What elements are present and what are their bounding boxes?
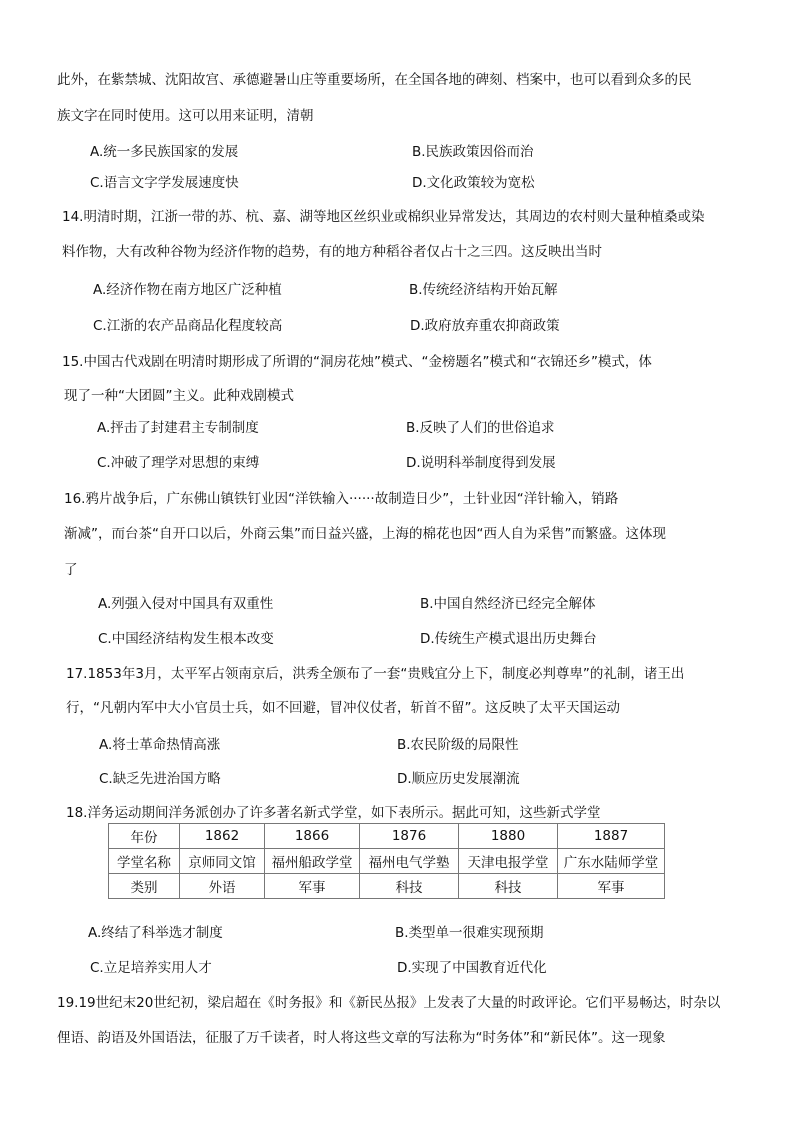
q13-option-a: A.统一多民族国家的发展 [90, 144, 239, 160]
q15-option-c: C.冲破了理学对思想的束缚 [97, 455, 260, 471]
table-header-category: 类别 [109, 874, 180, 899]
q17-option-b: B.农民阶级的局限性 [397, 737, 519, 753]
table-cell: 1887 [558, 824, 665, 849]
q15-option-b: B.反映了人们的世俗追求 [406, 420, 555, 436]
q17-text-line-1: 17.1853年3月，太平军占领南京后，洪秀全颁布了一套“贵贱宜分上下，制度必判尊卑”的礼制，诸王出 [66, 666, 685, 682]
q19-text-line-2: 俚语、韵语及外国语法，征服了万千读者，时人将这些文章的写法称为“时务体”和“新民体”。这一现象 [57, 1030, 666, 1046]
q13-text-line-2: 族文字在同时使用。这可以用来证明，清朝 [57, 108, 314, 124]
q14-option-a: A.经济作物在南方地区广泛种植 [93, 282, 282, 298]
q16-option-c: C.中国经济结构发生根本改变 [98, 631, 274, 647]
table-cell: 科技 [459, 874, 558, 899]
schools-table [108, 823, 665, 899]
q18-option-a: A.终结了科举选才制度 [88, 925, 223, 941]
q14-text-line-2: 料作物，大有改种谷物为经济作物的趋势，有的地方种稻谷者仅占十之三四。这反映出当时 [62, 244, 602, 260]
q14-text-line-1: 14.明清时期，江浙一带的苏、杭、嘉、湖等地区丝织业或棉织业异常发达，其周边的农村则大量种植桑或染 [62, 209, 705, 225]
table-header-year: 年份 [109, 824, 180, 849]
table-cell: 科技 [360, 874, 459, 899]
q13-option-c: C.语言文字学发展速度快 [90, 175, 239, 191]
q17-option-d: D.顺应历史发展潮流 [397, 771, 520, 787]
table-cell: 1866 [265, 824, 360, 849]
table-row [109, 824, 665, 849]
q17-option-c: C.缺乏先进治国方略 [99, 771, 221, 787]
q13-option-d: D.文化政策较为宽松 [412, 175, 535, 191]
table-cell: 广东水陆师学堂 [558, 849, 665, 874]
q16-option-a: A.列强入侵对中国具有双重性 [98, 596, 274, 612]
q13-option-b: B.民族政策因俗而治 [412, 144, 534, 160]
table-cell: 福州电气学塾 [360, 849, 459, 874]
q17-option-a: A.将士革命热情高涨 [99, 737, 221, 753]
q14-option-b: B.传统经济结构开始瓦解 [409, 282, 558, 298]
table-cell: 1862 [180, 824, 265, 849]
table-header-school-name: 学堂名称 [109, 849, 180, 874]
table-cell: 1880 [459, 824, 558, 849]
table-row [109, 849, 665, 874]
q18-option-d: D.实现了中国教育近代化 [397, 960, 547, 976]
q16-text-line-3: 了 [64, 562, 78, 578]
q16-option-d: D.传统生产模式退出历史舞台 [420, 631, 597, 647]
q15-text-line-1: 15.中国古代戏剧在明清时期形成了所谓的“洞房花烛”模式、“金榜题名”模式和“衣锦还乡”模式，体 [62, 354, 652, 370]
q16-text-line-2: 渐减”，而台茶“自开口以后，外商云集”而日益兴盛，上海的棉花也因“西人自为采售”而繁盛。这体现 [64, 526, 666, 542]
q15-option-d: D.说明科举制度得到发展 [406, 455, 556, 471]
q18-option-c: C.立足培养实用人才 [90, 960, 212, 976]
q15-option-a: A.抨击了封建君主专制制度 [97, 420, 259, 436]
table-row [109, 874, 665, 899]
q14-option-d: D.政府放弃重农抑商政策 [410, 318, 560, 334]
q16-text-line-1: 16.鸦片战争后，广东佛山镇铁钉业因“洋铁输入······故制造日少”，土针业因“洋针输入，销路 [64, 491, 619, 507]
table-cell: 京师同文馆 [180, 849, 265, 874]
table-cell: 福州船政学堂 [265, 849, 360, 874]
table-cell: 军事 [265, 874, 360, 899]
table-cell: 外语 [180, 874, 265, 899]
q13-text-line-1: 此外，在紫禁城、沈阳故宫、承德避暑山庄等重要场所，在全国各地的碑刻、档案中，也可以看到众多的民 [57, 72, 692, 88]
q18-option-b: B.类型单一很难实现预期 [395, 925, 544, 941]
q16-option-b: B.中国自然经济已经完全解体 [420, 596, 596, 612]
table-cell: 1876 [360, 824, 459, 849]
q15-text-line-2: 现了一种“大团圆”主义。此种戏剧模式 [64, 388, 294, 404]
q18-text-line-1: 18.洋务运动期间洋务派创办了许多著名新式学堂，如下表所示。据此可知，这些新式学堂 [66, 805, 601, 821]
table-cell: 天津电报学堂 [459, 849, 558, 874]
q17-text-line-2: 行，“凡朝内军中大小官员士兵，如不回避，冒冲仪仗者，斩首不留”。这反映了太平天国运动 [66, 700, 620, 716]
q19-text-line-1: 19.19世纪末20世纪初，梁启超在《时务报》和《新民丛报》上发表了大量的时政评论。它们平易畅达，时杂以 [57, 995, 721, 1011]
q14-option-c: C.江浙的农产品商品化程度较高 [93, 318, 283, 334]
table-cell: 军事 [558, 874, 665, 899]
